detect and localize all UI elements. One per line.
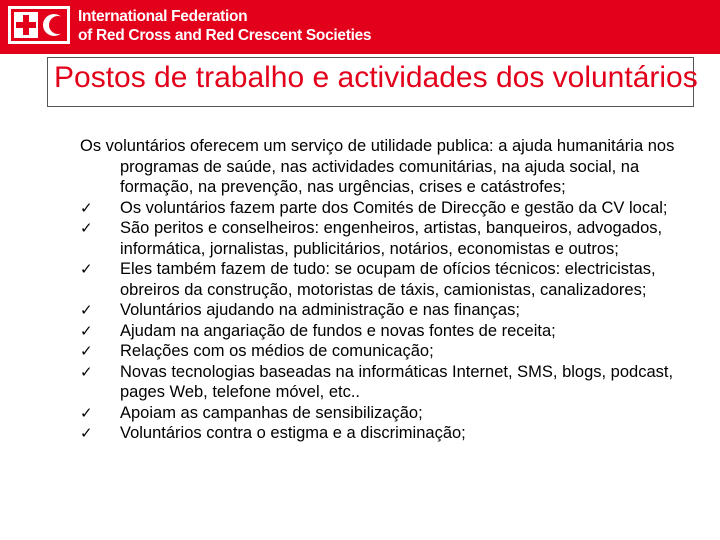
bullet-list [80,198,710,444]
bullet-text: Novas tecnologias baseadas na informáticas Internet, SMS, blogs, podcast, pages Web, telefone móvel, etc.. [120,362,674,401]
checkmark-icon: ✓ [80,403,93,422]
intro-paragraph: Os voluntários oferecem um serviço de utilidade publica: a ajuda humanitária nos programas de saúde, nas actividades comunitárias, na ajuda social, na formação, na prevenção, nas urgências, crises e catástrofes; [80,137,675,196]
checkmark-icon: ✓ [80,260,93,278]
bullet-text: Voluntários ajudando na administração e nas finanças; [120,301,520,319]
checkmark-icon: ✓ [80,424,93,442]
bullet-item [80,321,710,342]
bullet-item [80,362,710,403]
slide-title: Postos de trabalho e actividades dos voluntários [54,61,698,94]
bullet-text: Relações com os médios de comunicação; [120,342,434,360]
checkmark-icon: ✓ [80,219,93,237]
org-name-line1: International Federation [78,8,248,25]
bullet-item [80,198,710,219]
red-cross-crescent-logo-icon [8,6,70,44]
bullet-text: Apoiam as campanhas de sensibilização; [120,403,423,422]
checkmark-icon: ✓ [80,362,93,381]
bullet-text: Eles também fazem de tudo: se ocupam de ofícios técnicos: electricistas, obreiros da construção, motoristas de táxis, camionistas, canalizadores; [120,260,656,299]
bullet-text: Voluntários contra o estigma e a discriminação; [120,424,466,442]
checkmark-icon: ✓ [80,321,93,340]
bullet-item [80,403,710,424]
organization-name [78,7,371,45]
header-banner [0,0,720,54]
checkmark-icon: ✓ [80,198,93,217]
bullet-item [80,341,710,362]
bullet-item [80,259,710,300]
bullet-text: Ajudam na angariação de fundos e novas fontes de receita; [120,321,556,340]
bullet-text: Os voluntários fazem parte dos Comités de Direcção e gestão da CV local; [120,198,668,217]
slide-body [80,136,710,444]
checkmark-icon: ✓ [80,301,93,319]
bullet-item [80,218,710,259]
bullet-item [80,300,710,321]
org-name-line2: of Red Cross and Red Crescent Societies [78,27,372,44]
bullet-item [80,423,710,444]
checkmark-icon: ✓ [80,342,93,360]
bullet-text: São peritos e conselheiros: engenheiros, artistas, banqueiros, advogados, informática, jornalistas, publicitários, notários, economistas e outros; [120,219,663,258]
